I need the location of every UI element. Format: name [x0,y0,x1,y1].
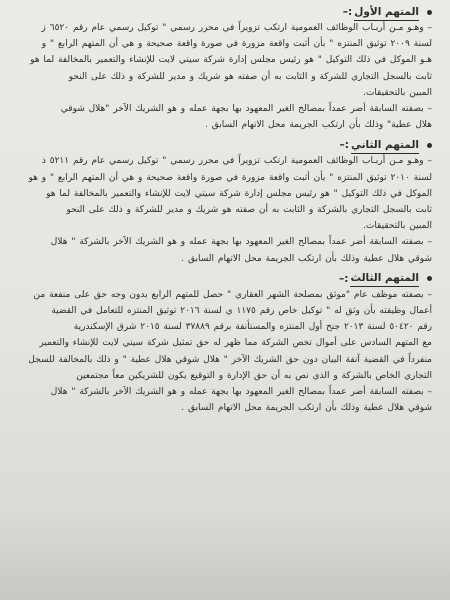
section-heading [16,137,436,153]
text-line: مع المتهم السادس على أموال تخص الشركة مما ظهر له حق تمثيل شركة سيتي لايت للإنشاء والتعمير [39,338,432,349]
heading-colon: :– [339,139,349,152]
section-defendant-2 [16,137,436,266]
text-line: منفرداً في القضية آنفة البيان دون حق الشريك الآخر " هلال شوقي هلال عطية " و ذلك بالمخالفة للسجل [28,354,432,365]
text-line: المبين بالتحقيقات. [362,87,432,98]
text-line: هلال عطية" وذلك بأن ارتكب الجريمة محل الاتهام السابق . [204,120,432,131]
text-line: المبين بالتحقيقات. [362,221,432,232]
text-line: ثابت بالسجل التجاري بالشركة و الثابت به أن صفته هو شريك و مدير للشركة و ذلك على النحو [66,205,432,216]
heading-text: المتهم الأول [354,4,419,21]
text-line: – وهـو مـن أربـاب الوظائف العمومية ارتكب تزويراً في محرر رسمي " توكيل رسمي عام رقم ٦٥٢٠ ز [41,23,432,33]
heading-text: المتهم الثاني [351,137,419,154]
heading-colon: :– [339,272,349,285]
bullet-icon [427,143,432,148]
text-line: – بصفته السابقة أضر عمداً بمصالح الغير المعهود بها بجهة عمله و هو الشريك الآخر "هلال شوقي [60,104,432,115]
text-line: أعمال وظيفته بأن وثق له " توكيل خاص رقم ١١٧٥ ي لسنة ٢٠١٦ توثيق المنتزه للتعامل في القضية [51,306,432,317]
text-line: الموكل في ذلك التوكيل " هو رئيس مجلس إدارة شركة سيتي لايت للإنشاء والتعمير بالمخالفة لما هو [46,188,432,199]
section-defendant-3 [16,271,436,417]
text-line: – وهـو مـن أربـاب الوظائف العمومية ارتكب تزويراً في محرر رسمي " توكيل رسمي عام رقم ٥٢١١ ذ [41,156,432,167]
section-heading [16,271,436,287]
bullet-icon [427,10,432,15]
text-line: شوقي هلال عطية وذلك بأن ارتكب الجريمة محل الاتهام السابق . [181,253,432,264]
heading-colon: :– [342,6,353,18]
section-body [16,153,436,266]
text-line: التجاري الخاص بالشركة و الذي نص به أن حق الإدارة و التوقيع يكون للشريكين معاً مجتمعين [76,370,432,381]
text-line: – بصفته السابقة أضر عمداً بمصالح الغير المعهود بها بجهة عمله و هو الشريك الآخر بالشركة " هلال [50,387,432,398]
text-line: هـو الموكل في ذلك التوكيل " هو رئيس مجلس إدارة شركة سيتي لايت للإنشاء والتعمير بالمخالفة لما هو [30,55,432,66]
section-body [16,287,436,417]
section-defendant-1 [16,4,436,133]
text-line: – بصفته السابقة أضر عمداً بمصالح الغير المعهود بها بجهة عمله و هو الشريك الآخر بالشركة " هلال [50,237,432,248]
heading-text: المتهم الثالث [350,270,419,287]
paper-shadow [0,510,450,600]
bullet-icon [427,276,432,281]
text-line: لسنة ٢٠١٠ توثيق المنتزه " بأن أثبت واقعة مزورة في صورة واقعة صحيحة و هي أن المتهم الرابع " و هو [28,172,432,183]
text-line: شوقي هلال عطية وذلك بأن ارتكب الجريمة محل الاتهام السابق . [181,403,432,414]
text-line: – بصفته موظف عام "موثق بمصلحة الشهر العقاري " حصل للمتهم الرابع بدون وجه حق على منفعة من [33,289,432,300]
text-line: رقم ٥٠٤٢٠ لسنة ٢٠١٣ جنح أول المنتزه والمستأنفة برقم ٣٧٨٨٩ لسنة ٢٠١٥ شرق الإسكندرية [73,322,432,333]
section-heading [16,4,436,20]
text-line: لسنة ٢٠٠٩ توثيق المنتزه " بأن أثبت واقعة مزورة في صورة واقعة صحيحة و هي أن المتهم الرابع " و [41,39,432,50]
text-line: ثابت بالسجل التجاري للشركة و الثابت به أن صفته هو شريك و مدير للشركة و ذلك على النحو [68,71,432,82]
section-body [16,20,436,133]
